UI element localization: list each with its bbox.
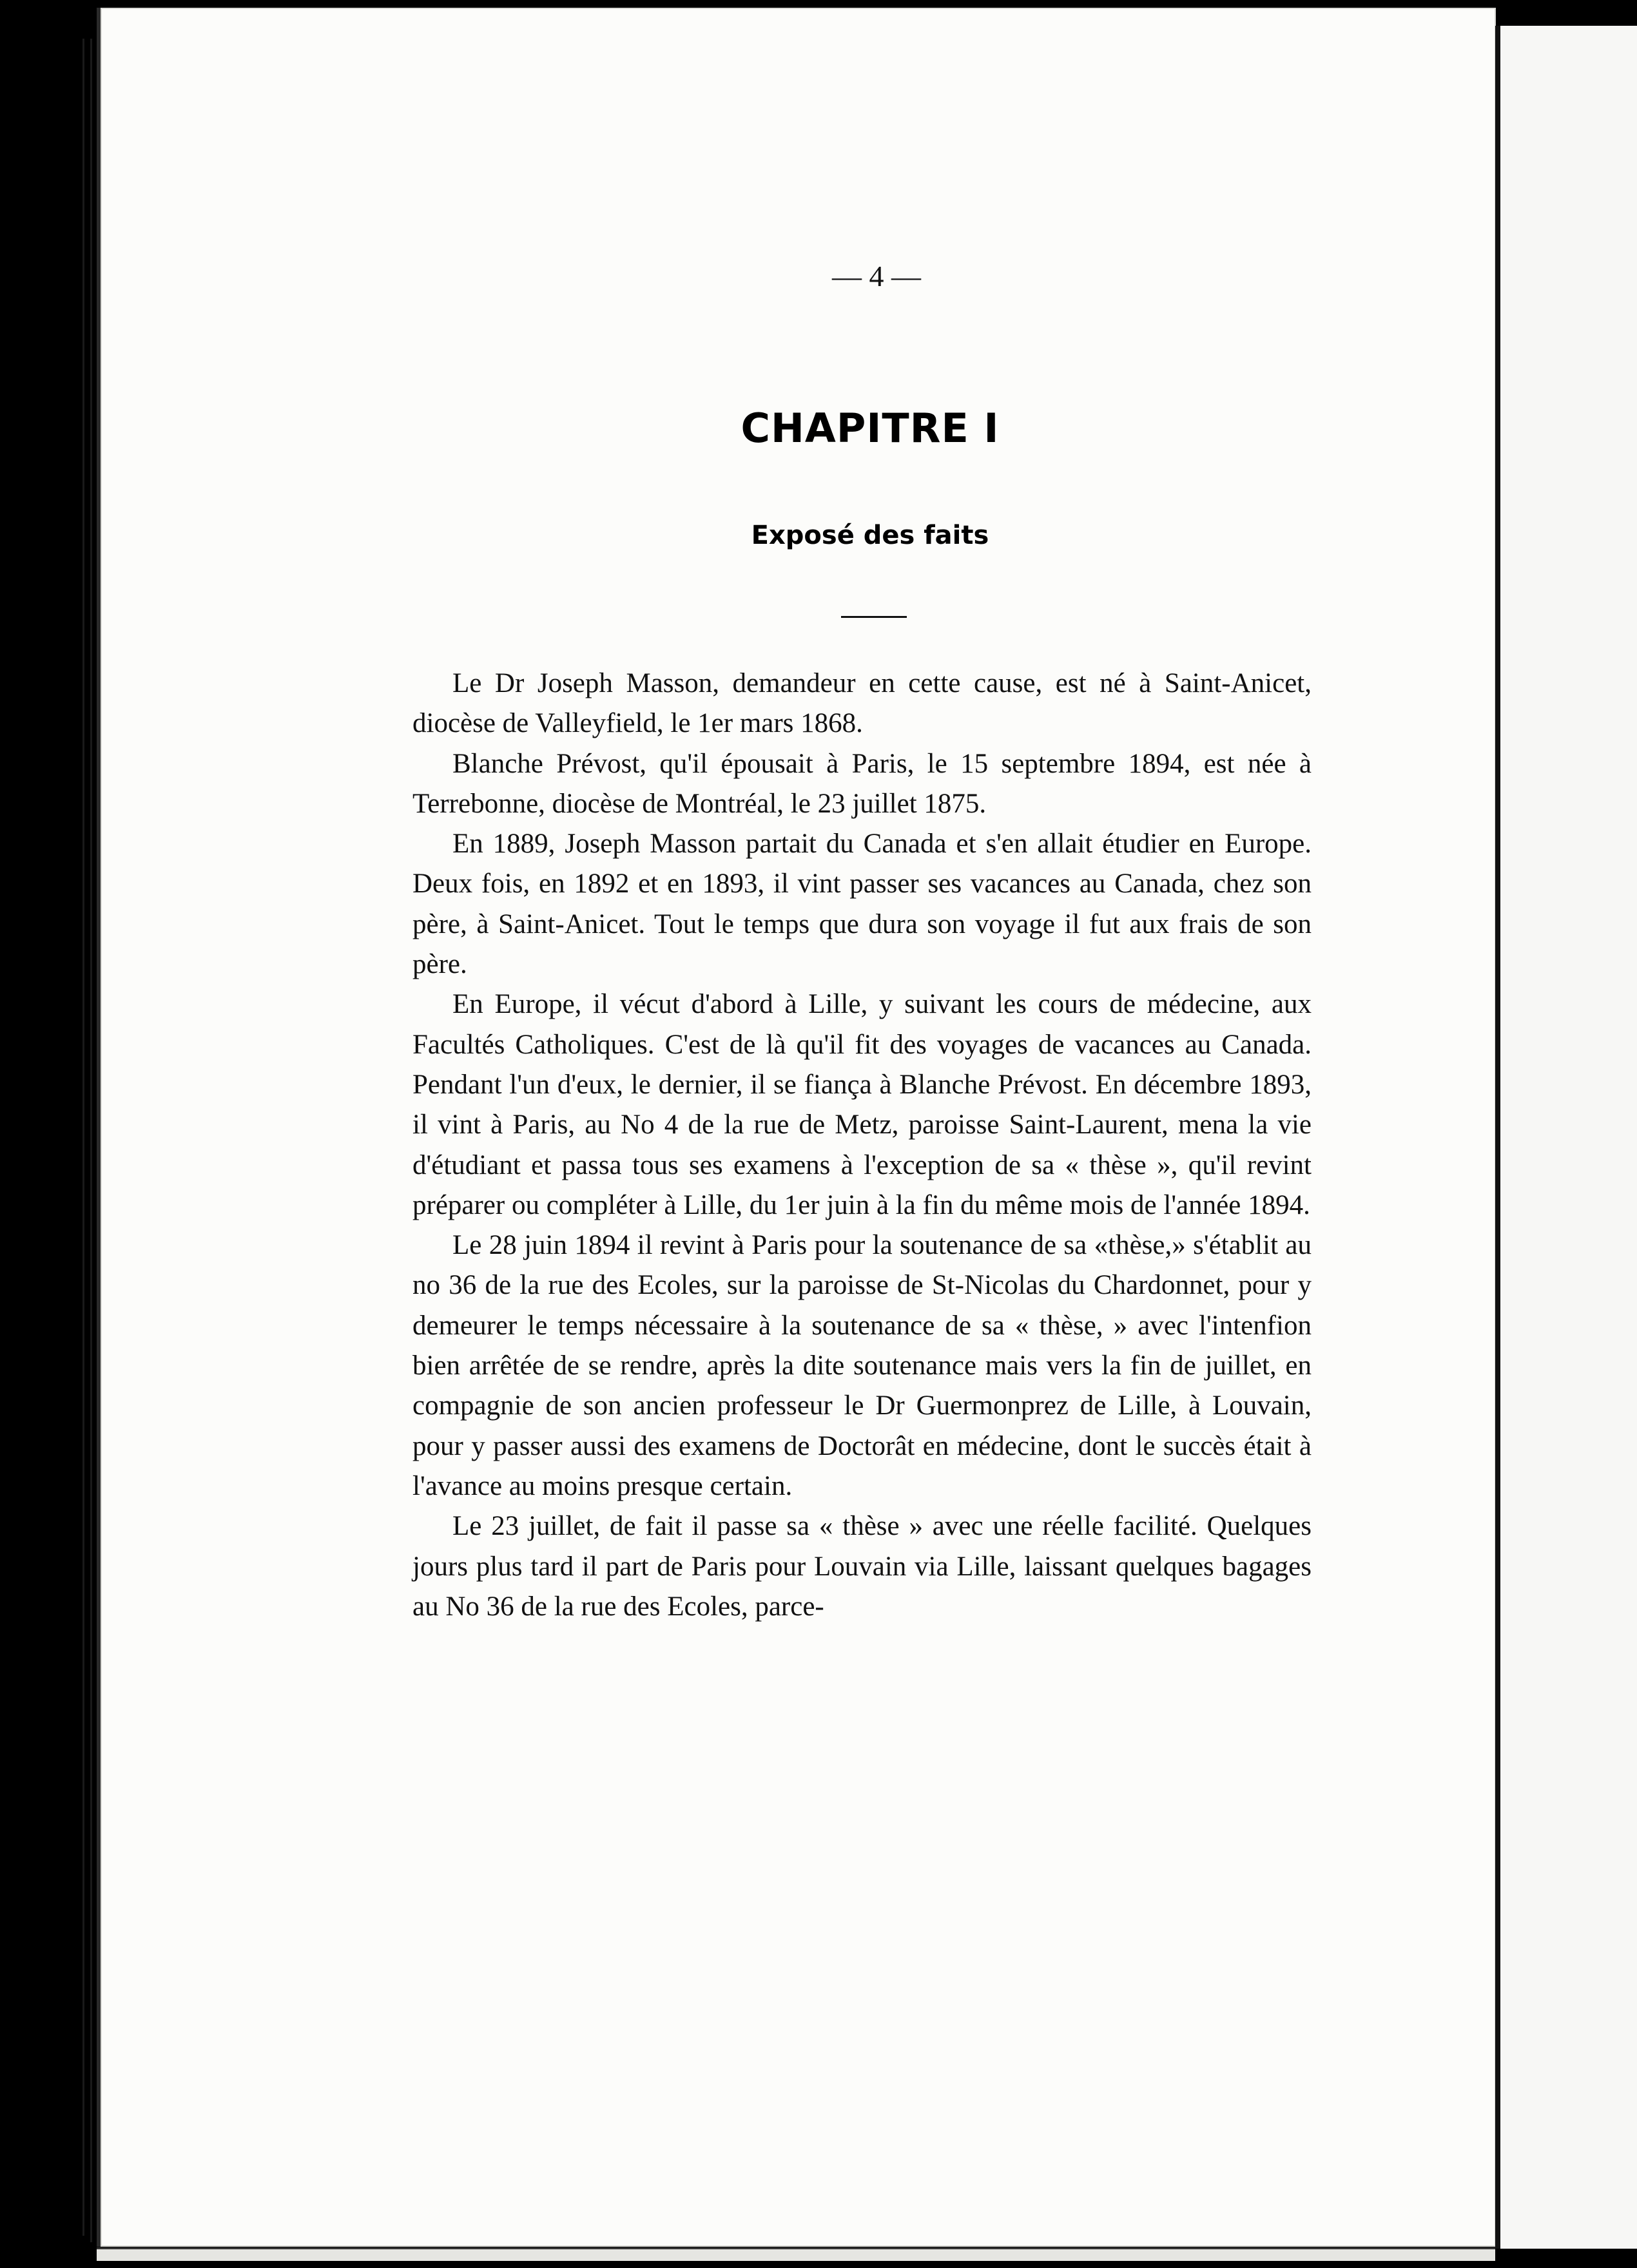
paragraph: En 1889, Joseph Masson partait du Canada et s'en allait étudier en Europe. Deux fois, en 1892 et en 1893, il vint passer ses vacances au Canada, chez son père, à Saint-Anicet. Tout le temps que dura son voyage il fut aux frais de son père. <box>412 829 1312 980</box>
title-divider <box>841 616 907 618</box>
page-edge-line <box>82 39 84 2236</box>
body-text <box>412 664 1312 1627</box>
paragraph: Le Dr Joseph Masson, demandeur en cette cause, est né à Saint-Anicet, diocèse de Valleyfield, le 1er mars 1868. <box>412 668 1312 739</box>
adjacent-page <box>1495 26 1637 2249</box>
paragraph: Le 23 juillet, de fait il passe sa « thèse » avec une réelle facilité. Quelques jours plus tard il part de Paris pour Louvain via Lille, laissant quelques bagages au No 36 de la rue des Ecoles, parce- <box>412 1511 1312 1622</box>
paragraph: Le 28 juin 1894 il revint à Paris pour la soutenance de sa «thèse,» s'établit au no 36 de la rue des Ecoles, sur la paroisse de St-Nicolas du Chardonnet, pour y demeurer le temps nécessaire à la soutenance de sa « thèse, » avec l'intenfion bien arrêtée de se rendre, après la dite soutenance mais vers la fin de juillet, en compagnie de son ancien professeur le Dr Guermonprez de Lille, à Louvain, pour y passer aussi des examens de Doctorât en médecine, dont le succès était à l'avance au moins presque certain. <box>412 1230 1312 1501</box>
paragraph: En Europe, il vécut d'abord à Lille, y suivant les cours de médecine, aux Facultés Catholiques. C'est de là qu'il fit des voyages de vacances au Canada. Pendant l'un d'eux, le dernier, il se fiança à Blanche Prévost. En décembre 1893, il vint à Paris, au No 4 de la rue de Metz, paroisse Saint-Laurent, mena la vie d'étudiant et passa tous ses examens à l'exception de sa « thèse », qu'il revint préparer ou compléter à Lille, du 1er juin à la fin du même mois de l'année 1894. <box>412 989 1312 1220</box>
chapter-title: CHAPITRE I <box>741 405 1000 452</box>
page-bottom-edge <box>97 2247 1495 2261</box>
paragraph: Blanche Prévost, qu'il épousait à Paris, le 15 septembre 1894, est née à Terrebonne, diocèse de Montréal, le 23 juillet 1875. <box>412 748 1312 819</box>
page-edge-line <box>90 39 92 2242</box>
section-title: Exposé des faits <box>751 521 989 550</box>
page-number: — 4 — <box>832 260 921 293</box>
